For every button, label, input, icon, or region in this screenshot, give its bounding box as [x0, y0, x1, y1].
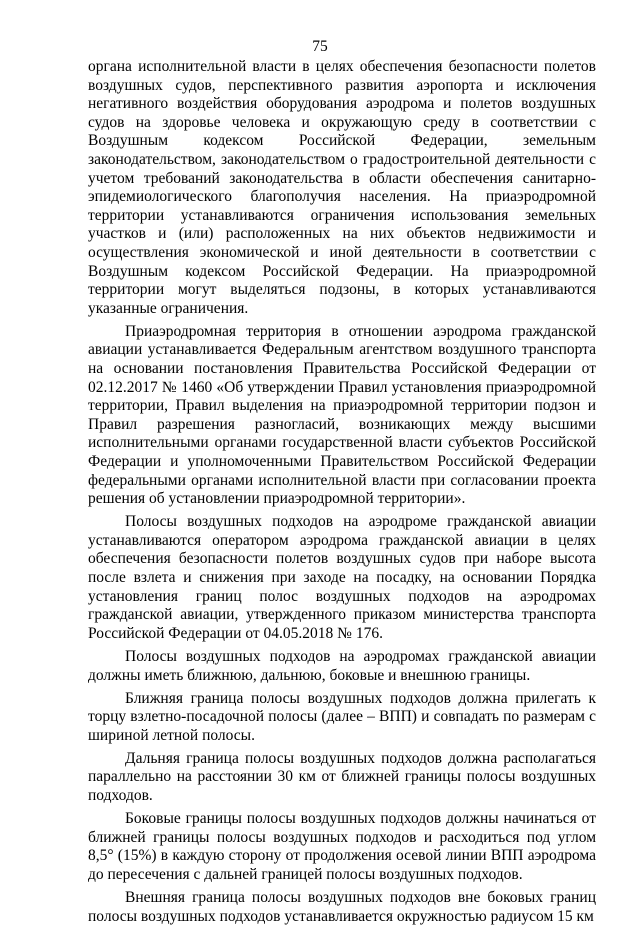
paragraph: Внешняя граница полосы воздушных подходов вне боковых границ полосы воздушных подходов устанавливается окружностью радиусом 15 км: [88, 889, 596, 925]
page-number: 75: [312, 38, 328, 55]
paragraph: Приаэродромная территория в отношении аэродрома гражданской авиации устанавливается Федеральным агентством воздушного транспорта на основании постановления Правительства Российской Федерации от 02.12.2017 № 1460 «Об утверждении Правил установления приаэродромной территории, Правил выделения на приаэродромной территории подзон и Правил разрешения разногласий, возникающих между высшими исполнительными органами государственной власти субъектов Российской Федерации и уполномоченными Правительством Российской Федерации федеральными органами исполнительной власти при согласовании проекта решения об установлении приаэродромной территории».: [88, 322, 596, 508]
document-body: [88, 58, 596, 931]
paragraph: Дальняя граница полосы воздушных подходов должна располагаться параллельно на расстоянии 30 км от ближней границы полосы воздушных подходов.: [88, 749, 596, 805]
paragraph: Полосы воздушных подходов на аэродроме гражданской авиации устанавливаются оператором аэродрома гражданской авиации в целях обеспечения безопасности полетов воздушных судов при наборе высота после взлета и снижения при заходе на посадку, на основании Порядка установления границ полос воздушных подходов на аэродромах гражданской авиации, утвержденного приказом министерства транспорта Российской Федерации от 04.05.2018 № 176.: [88, 513, 596, 642]
paragraph: Ближняя граница полосы воздушных подходов должна прилегать к торцу взлетно-посадочной полосы (далее – ВПП) и совпадать по размерам с шириной летной полосы.: [88, 689, 596, 744]
paragraph: Боковые границы полосы воздушных подходов должны начинаться от ближней границы полосы воздушных подходов и расходиться под углом 8,5° (15%) в каждую сторону от продолжения осевой линии ВПП аэродрома до пересечения с дальней границей полосы воздушных подходов.: [88, 810, 596, 883]
paragraph: Полосы воздушных подходов на аэродромах гражданской авиации должны иметь ближнюю, дальнюю, боковые и внешнюю границы.: [88, 647, 596, 684]
paragraph-continuation: органа исполнительной власти в целях обеспечения безопасности полетов воздушных судов, перспективного развития аэропорта и исключения негативного воздействия оборудования аэродрома и полетов воздушных судов на здоровье человека и окружающую среду в соответствии с Воздушным кодексом Российской Федерации, земельным законодательством, законодательством о градостроительной деятельности с учетом требований законодательства в области обеспечения санитарно-эпидемиологического благополучия населения. На приаэродромной территории устанавливаются ограничения использования земельных участков и (или) расположенных на них объектов недвижимости и осуществления экономической и иной деятельности в соответствии с Воздушным кодексом Российской Федерации. На приаэродромной территории могут выделяться подзоны, в которых устанавливаются указанные ограничения.: [88, 58, 596, 317]
